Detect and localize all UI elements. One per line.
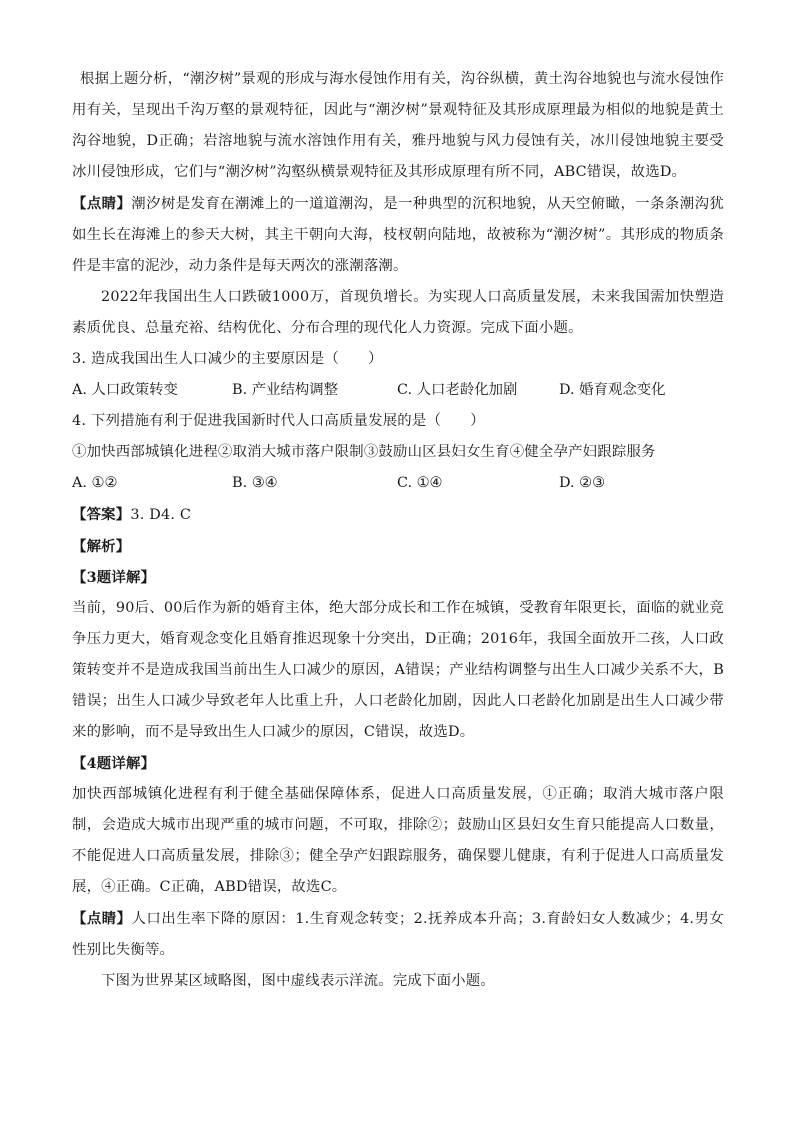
question-4-stem: 4. 下列措施有利于促进我国新时代人口高质量发展的是（ ） bbox=[72, 413, 485, 429]
material-paragraph: 2022年我国出生人口跌破1000万，首现负增长。为实现人口高质量发展，未来我国需加快塑造素质优良、总量充裕、结构优化、分布合理的现代化人力资源。完成下面小题。 bbox=[72, 289, 724, 336]
analysis-paragraph: 根据上题分析，“潮汐树”景观的形成与海水侵蚀作用有关，沟谷纵横，黄土沟谷地貌也与流水侵蚀作用有关，呈现出千沟万壑的景观特征，因此与“潮汐树”景观特征及其形成原理最为相似的地貌是黄土沟谷地貌，D正确；岩溶地貌与流水溶蚀作用有关，雅丹地貌与风力侵蚀有关，冰川侵蚀地貌主要受冰川侵蚀形成，它们与“潮汐树”沟壑纵横景观特征及其形成原理有所不同，ABC错误，故选D。 bbox=[72, 71, 724, 180]
detail-3-text: 当前，90后、00后作为新的婚育主体，绝大部分成长和工作在城镇，受教育年限更长，面临的就业竞争压力更大，婚育观念变化且婚育推迟现象十分突出，D正确；2016年，我国全面放开二孩，人口政策转变并不是造成我国当前出生人口减少的原因，A错误；产业结构调整与出生人口减少关系不大，B错误；出生人口减少导致老年人比重上升，人口老龄化加剧，因此人口老龄化加剧是出生人口减少带来的影响，而不是导致出生人口减少的原因，C错误，故选D。 bbox=[72, 600, 724, 740]
question-4-items: ①加快西部城镇化进程②取消大城市落户限制③鼓励山区县妇女生育④健全孕产妇跟踪服务 bbox=[72, 444, 656, 460]
question-4-option-d: D. ②③ bbox=[559, 475, 605, 491]
next-material-paragraph: 下图为世界某区域略图，图中虚线表示洋流。完成下面小题。 bbox=[101, 973, 495, 989]
question-3-option-d: D. 婚育观念变化 bbox=[559, 382, 666, 398]
answer-label: 【答案】 bbox=[72, 506, 131, 523]
key-points-text-2: 人口出生率下降的原因：1.生育观念转变；2.抚养成本升高；3.育龄妇女人数减少；4.男女性别比失衡等。 bbox=[72, 911, 724, 958]
key-points-label: 【点睛】 bbox=[72, 195, 132, 212]
detail-4-label: 【4题详解】 bbox=[72, 755, 156, 772]
question-3-option-b: B. 产业结构调整 bbox=[232, 382, 339, 398]
key-points-text: 潮汐树是发育在潮滩上的一道道潮沟，是一种典型的沉积地貌，从天空俯瞰，一条条潮沟犹如生长在海滩上的参天大树，其主干朝向大海，枝杈朝向陆地，故被称为“潮汐树”。其形成的物质条件是丰富的泥沙，动力条件是每天两次的涨潮落潮。 bbox=[72, 196, 724, 274]
question-4-option-c: C. ①④ bbox=[397, 475, 443, 491]
answer-line bbox=[72, 499, 724, 531]
question-3-option-c: C. 人口老龄化加剧 bbox=[397, 382, 518, 398]
answer-text: 3. D4. C bbox=[130, 507, 192, 523]
question-4-option-a: A. ①② bbox=[72, 475, 118, 491]
question-4-option-b: B. ③④ bbox=[232, 475, 278, 491]
question-3-option-a: A. 人口政策转变 bbox=[72, 382, 178, 398]
detail-3-label: 【3题详解】 bbox=[72, 569, 156, 586]
key-points-label-2: 【点睛】 bbox=[72, 910, 132, 927]
question-3-options bbox=[72, 375, 724, 406]
document-page bbox=[72, 64, 724, 997]
question-3-stem: 3. 造成我国出生人口减少的主要原因是（ ） bbox=[72, 351, 383, 367]
analysis-label: 【解析】 bbox=[72, 538, 131, 555]
detail-4-text: 加快西部城镇化进程有利于健全基础保障体系，促进人口高质量发展，①正确；取消大城市落户限制，会造成大城市出现严重的城市问题，不可取，排除②；鼓励山区县妇女生育只能提高人口数量，不能促进人口高质量发展，排除③；健全孕产妇跟踪服务，确保婴儿健康，有利于促进人口高质量发展，④正确。C正确，ABD错误，故选C。 bbox=[72, 786, 724, 895]
key-points-paragraph bbox=[72, 188, 724, 282]
question-4-options bbox=[72, 468, 724, 499]
key-points-paragraph-2 bbox=[72, 903, 724, 966]
